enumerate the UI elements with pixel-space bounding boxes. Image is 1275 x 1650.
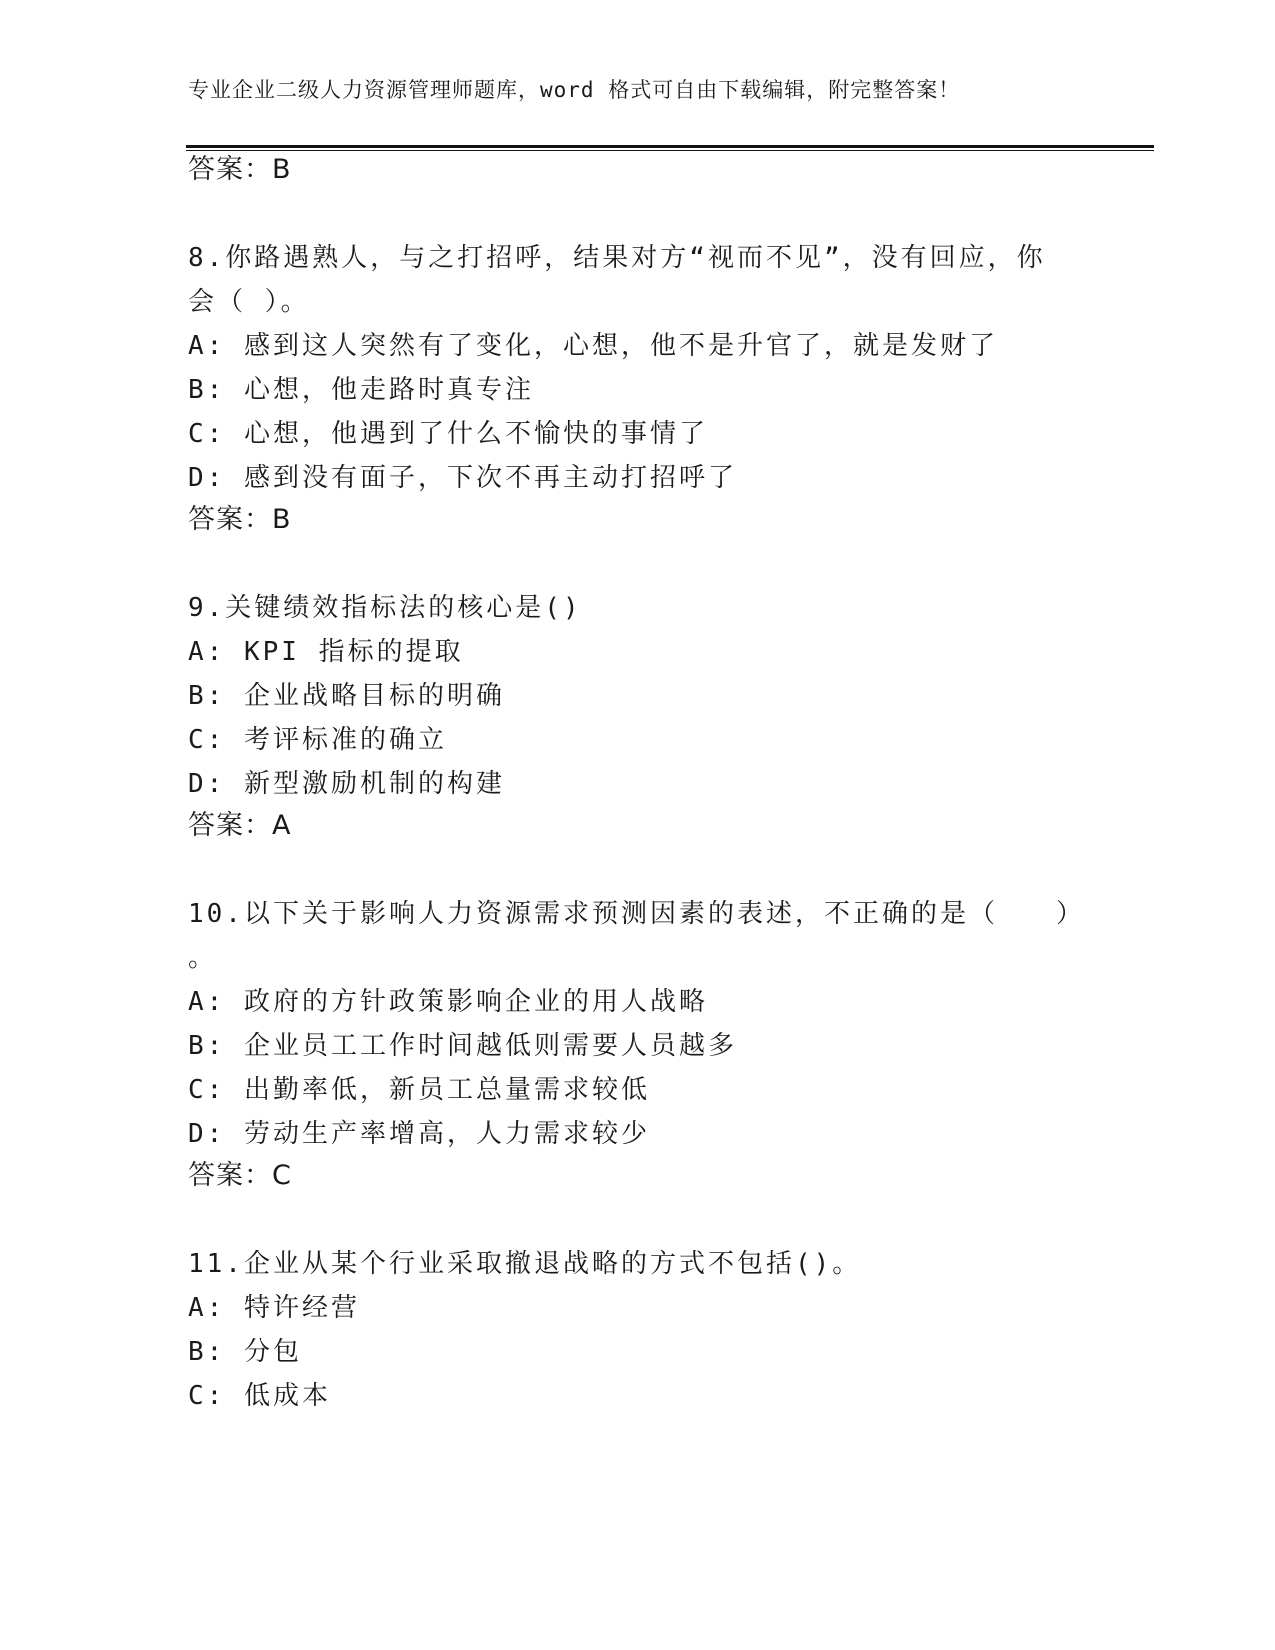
option-line: C: 低成本 (188, 1381, 331, 1411)
question-10: 10.以下关于影响人力资源需求预测因素的表述，不正确的是（ ） (188, 899, 1085, 929)
header-divider-thin (186, 150, 1154, 151)
option-line: B: 企业员工工作时间越低则需要人员越多 (188, 1031, 737, 1061)
option-line: B: 分包 (188, 1337, 302, 1367)
header-divider (186, 145, 1154, 148)
answer-line: 答案：B (188, 154, 292, 185)
option-line: B: 心想，他走路时真专注 (188, 375, 534, 405)
option-line: B: 企业战略目标的明确 (188, 681, 505, 711)
question-11: 11.企业从某个行业采取撤退战略的方式不包括()。 (188, 1249, 862, 1279)
page-header: 专业企业二级人力资源管理师题库，word 格式可自由下载编辑，附完整答案！ (188, 78, 961, 102)
answer-line: 答案：A (188, 810, 292, 841)
answer-line: 答案：B (188, 504, 292, 535)
option-line: A: 特许经营 (188, 1293, 360, 1323)
option-line: A: KPI 指标的提取 (188, 637, 464, 667)
question-8-continued: 会（ ）。 (188, 287, 310, 317)
option-line: D: 劳动生产率增高，人力需求较少 (188, 1119, 650, 1149)
question-10-continued: 。 (188, 943, 218, 973)
question-9: 9.关键绩效指标法的核心是() (188, 593, 582, 623)
option-line: A: 感到这人突然有了变化，心想，他不是升官了，就是发财了 (188, 331, 998, 361)
option-line: D: 感到没有面子，下次不再主动打招呼了 (188, 463, 737, 493)
option-line: A: 政府的方针政策影响企业的用人战略 (188, 987, 708, 1017)
question-8: 8.你路遇熟人，与之打招呼，结果对方“视而不见”，没有回应，你 (188, 243, 1046, 273)
option-line: C: 考评标准的确立 (188, 725, 447, 755)
option-line: C: 心想，他遇到了什么不愉快的事情了 (188, 419, 708, 449)
option-line: D: 新型激励机制的构建 (188, 769, 505, 799)
option-line: C: 出勤率低，新员工总量需求较低 (188, 1075, 650, 1105)
answer-line: 答案：C (188, 1160, 292, 1191)
